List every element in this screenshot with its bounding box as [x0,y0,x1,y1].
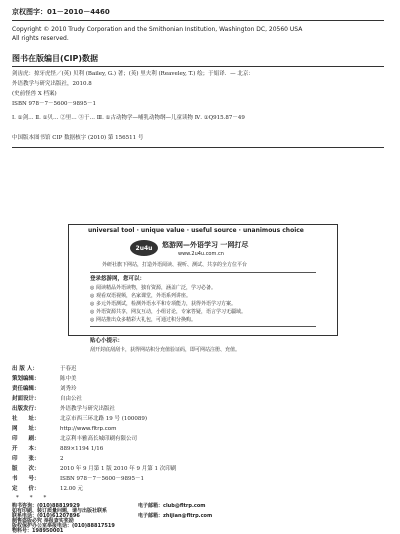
separator-stars: * * * [16,495,47,501]
credit-label: 版 次： [12,466,40,472]
publisher-url-link[interactable]: http://www.fltrp.com [60,426,117,432]
promo-item: ◎ 阅读精品外语读物，独有资源，涵盖广泛，学习必备。 [90,285,216,291]
contact-line: 购书咨询：(010)88819929 [12,503,80,509]
promo-brand: 悠游网—外语学习 一网打尽 [162,241,249,249]
credit-label: 开 本： [12,446,40,452]
promo-divider-1 [90,272,316,273]
cip-line-3: (史前怪兽 X 档案) [12,91,57,97]
top-rule [12,20,384,21]
cip-classification: Ⅰ. ①剑… Ⅱ. ①贝… ②里… ③于… Ⅲ. ①古动物学—哺乳动物纲—儿童读物 Ⅳ. ①Q915.87－49 [12,115,245,121]
contact-line: 如有印刷、装订质量问题，请与出版社联系 [12,508,108,514]
credit-label: 封面设计： [12,396,40,402]
credit-value: 陈中美 [60,376,77,382]
credit-value: 889×1194 1/16 [60,446,104,452]
promo-slogan: universal tool · unique value · useful source · unanimous choice [88,227,304,234]
credit-label: 定 价： [12,486,40,492]
credit-value: 北京利丰雅高长城印刷有限公司 [60,436,138,442]
credit-value: 12.00 元 [60,486,83,492]
credit-value: 自由公社 [60,396,83,402]
promo-url[interactable]: www.2u4u.com.cn [178,251,224,257]
credit-value: 2010 年 9 月第 1 版 2010 年 9 月第 1 次印刷 [60,466,177,472]
credit-value: 于春迟 [60,366,77,372]
credit-value: 北京市西三环北路 19 号 (100089) [60,416,148,422]
cip-rule-top [12,66,384,67]
cip-line-2: 外语教学与研究出版社，2010.8 [12,81,92,87]
credit-label: 出 版 人： [12,366,38,372]
copyright-line-1: Copyright © 2010 Trudy Corporation and the Smithonian Institution, Washington DC, 20560 USA [12,26,303,33]
contact-line: 版权保护办公室举报电话：(010)88817519 [12,523,115,529]
contact-email[interactable]: 电子邮箱：club@fltrp.com [138,503,206,509]
credit-label: 策划编辑： [12,376,40,382]
promo-item: ◎ 外语资源共享，网友互动，小组讨论，专家答疑，语言学习无疆域。 [90,309,246,315]
promo-tip-text: 刮开封底刮刮卡，获得网站积分充值验证码，即可网站注册、充值。 [90,347,241,353]
credit-value: 2 [60,456,64,462]
credit-label: 网 址： [12,426,40,432]
cip-catalog-number: 中国版本图书馆 CIP 数据核字 (2010) 第 156511 号 [12,135,144,141]
promo-item: ◎ 观看双语视频，名家课堂，外语系列讲座。 [90,293,191,299]
credit-label: 印 张： [12,456,40,462]
promo-divider-2 [90,326,316,327]
license-number: 京权图字：01－2010－4460 [12,8,110,16]
promo-tip-heading: 贴心小提示： [90,338,124,344]
credit-value: ISBN 978－7－5600－9895－1 [60,476,145,482]
credit-label: 印 刷： [12,436,40,442]
promo-item: ◎ 多元外语测试，检测外语水平和专项能力，获得外语学习方案。 [90,301,236,307]
credit-label: 书 号： [12,476,40,482]
promo-tagline: 外研社旗下网站，打造外语阅读、视听、测试、共享的全方位平台 [102,262,248,268]
cip-isbn: ISBN 978－7－5600－9895－1 [12,101,97,107]
cip-heading: 图书在版编目(CIP)数据 [12,54,99,63]
credit-value: 外语教学与研究出版社 [60,406,116,412]
promo-item: ◎ 网站推出众多精彩大礼包，可通过积分换购。 [90,317,196,323]
material-number: 物料号：198950001 [12,528,64,534]
contact-line: 联系电话：(010)61207896 [12,513,80,519]
promo-login-heading: 登录悠游网，您可以： [90,276,146,282]
credit-label: 出版发行： [12,406,40,412]
cip-line-1: 剑齿虎：掠牙虎怪／(英) 贝利 (Bailey, G.) 著；(英) 里夫利 (Reaveley, T.) 绘；于娟译．— 北京： [12,71,254,77]
credit-label: 社 址： [12,416,40,422]
credit-value: 刘秀玲 [60,386,77,392]
copyright-line-2: All rights reserved. [12,35,69,42]
credit-label: 责任编辑： [12,386,40,392]
cip-rule-bottom [12,147,384,148]
contact-email[interactable]: 电子邮箱：zhijian@fltrp.com [138,513,213,519]
contact-line: 制售盗版必究 举报查实奖励 [12,518,74,524]
site-logo: 2u4u [130,240,158,256]
